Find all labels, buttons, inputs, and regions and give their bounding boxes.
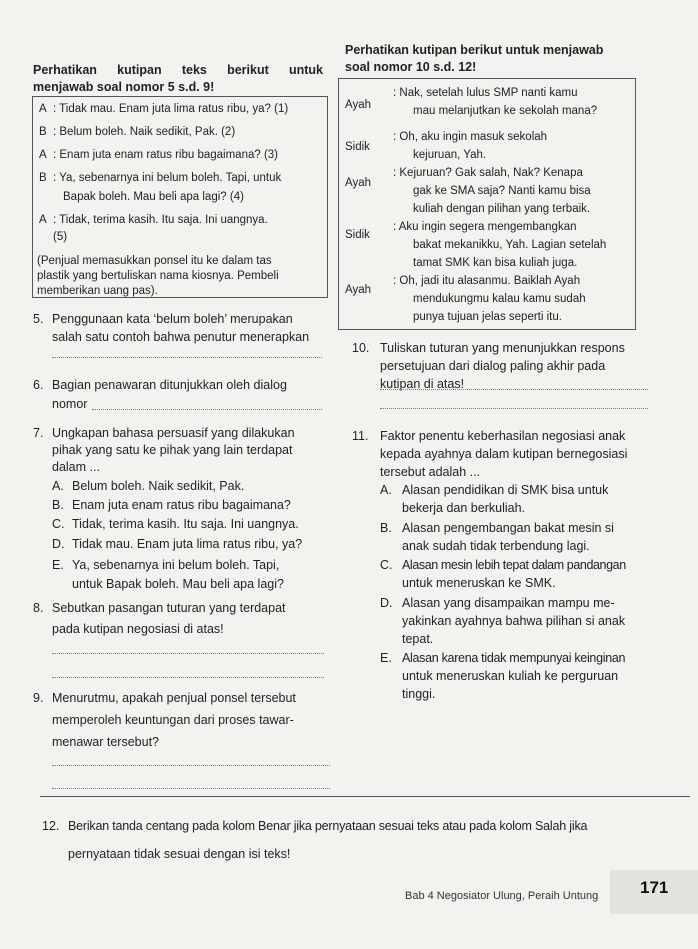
left-heading [33,62,323,96]
right-heading-line-1: Perhatikan kutipan berikut untuk menjawab [345,43,604,57]
option-text: Ya, sebenarnya ini belum boleh. Tapi, [72,558,280,572]
option-text: untuk meneruskan ke SMK. [402,576,556,590]
dialog-line: : Tidak, terima kasih. Itu saja. Ini uangnya. [53,214,268,226]
question-text: menawar tersebut? [52,735,160,749]
right-heading-line-2: soal nomor 10 s.d. 12! [345,60,477,74]
question-text: tersebut adalah ... [380,465,481,479]
answer-line[interactable] [52,356,322,358]
question-text: Menurutmu, apakah penjual ponsel tersebut [52,691,296,705]
option-text: untuk meneruskan kuliah ke perguruan [402,669,619,683]
option-label[interactable]: E. [52,558,64,572]
option-text: yakinkan ayahnya bahwa pilihan si anak [402,614,626,628]
question-number-7: 7. [33,426,44,440]
answer-line[interactable] [52,676,324,678]
section-divider [40,796,690,797]
dialog-line: punya tujuan jelas seperti itu. [413,311,562,323]
narration-line: (Penjual memasukkan ponsel itu ke dalam tas [37,255,272,267]
option-text: Enam juta enam ratus ribu bagaimana? [72,498,291,512]
speaker-label: B [39,126,47,138]
question-text: memperoleh keuntungan dari proses tawar- [52,713,294,727]
option-label[interactable]: D. [52,537,65,551]
question-number-5: 5. [33,312,44,326]
question-text: Tuliskan tuturan yang menunjukkan respons [380,341,625,355]
answer-line[interactable] [52,787,330,789]
option-text: Alasan pengembangan bakat mesin si [402,521,614,535]
speaker-label: B [39,172,47,184]
option-label[interactable]: A. [380,483,392,497]
option-text: Alasan pendidikan di SMK bisa untuk [402,483,609,497]
left-dialog-box [32,96,328,298]
dialog-line: : Kejuruan? Gak salah, Nak? Kenapa [393,167,583,179]
option-text: untuk Bapak boleh. Mau beli apa lagi? [72,577,284,591]
speaker-label: Sidik [345,141,370,153]
option-text: Tidak mau. Enam juta lima ratus ribu, ya? [72,537,303,551]
answer-line[interactable] [380,388,648,390]
option-text: Belum boleh. Naik sedikit, Pak. [72,479,245,493]
question-text: pada kutipan negosiasi di atas! [52,622,224,636]
speaker-label: Sidik [345,229,370,241]
dialog-line: (5) [53,231,68,243]
option-text: Alasan mesin lebih tepat dalam pandangan [402,558,626,572]
option-text: Alasan yang disampaikan mampu me- [402,596,615,610]
narration-line: memberikan uang pas). [37,285,158,297]
question-number-6: 6. [33,378,44,392]
dialog-line: tamat SMK kan bisa kuliah juga. [413,257,578,269]
narration-line: plastik yang bertuliskan nama kiosnya. Pembeli [37,270,279,282]
question-text: pihak yang satu ke pihak yang lain terdapat [52,443,293,457]
question-number-9: 9. [33,691,44,705]
question-text: pernyataan tidak sesuai dengan isi teks! [68,847,291,861]
chapter-footer: Bab 4 Negosiator Ulung, Peraih Untung [405,890,599,902]
dialog-line: mendukungmu kalau kamu sudah [413,293,586,305]
dialog-line: : Enam juta enam ratus ribu bagaimana? (3) [53,149,279,161]
option-label[interactable]: B. [380,521,392,535]
dialog-line: kejuruan, Yah. [413,149,487,161]
page-number: 171 [640,878,669,897]
question-text: kepada ayahnya dalam kutipan bernegosiasi [380,447,628,461]
dialog-line: bakat mekanikku, Yah. Lagian setelah [413,239,607,251]
dialog-line: : Nak, setelah lulus SMP nanti kamu [393,87,578,99]
option-text: Tidak, terima kasih. Itu saja. Ini uangnya. [72,517,299,531]
speaker-label: Ayah [345,99,372,111]
left-heading-line-1: Perhatikan kutipan teks berikut untuk [33,63,323,77]
dialog-line: Bapak boleh. Mau beli apa lagi? (4) [63,191,244,203]
dialog-line: mau melanjutkan ke sekolah mana? [413,105,598,117]
answer-line[interactable] [380,407,648,409]
dialog-line: : Ya, sebenarnya ini belum boleh. Tapi, untuk [53,172,282,184]
option-label[interactable]: D. [380,596,393,610]
option-label[interactable]: E. [380,651,392,665]
dialog-line: gak ke SMA saja? Nanti kamu bisa [413,185,591,197]
question-text: Penggunaan kata ‘belum boleh’ merupakan [52,312,293,326]
question-text: Ungkapan bahasa persuasif yang dilakukan [52,426,295,440]
option-label[interactable]: B. [52,498,64,512]
question-number-8: 8. [33,601,44,615]
right-dialog-box [338,78,636,330]
question-text: kutipan di atas! [380,377,465,391]
option-text: tepat. [402,632,434,646]
right-heading [345,42,645,76]
answer-line[interactable] [92,408,322,410]
option-text: bekerja dan berkuliah. [402,501,525,515]
speaker-label: A [39,103,47,115]
question-text: salah satu contoh bahwa penutur menerapkan [52,330,310,344]
speaker-label: A [39,214,47,226]
left-heading-line-2: menjawab soal nomor 5 s.d. 9! [33,80,215,94]
dialog-line: : Oh, aku ingin masuk sekolah [393,131,548,143]
answer-line[interactable] [52,764,330,766]
dialog-line: : Aku ingin segera mengembangkan [393,221,577,233]
dialog-line: : Belum boleh. Naik sedikit, Pak. (2) [53,126,236,138]
answer-line[interactable] [52,652,324,654]
question-text: dalam ... [52,460,100,474]
question-text: persetujuan dari dialog paling akhir pada [380,359,606,373]
question-text: Berikan tanda centang pada kolom Benar jika pernyataan sesuai teks atau pada kolom Salah jika [68,819,588,833]
question-text: Bagian penawaran ditunjukkan oleh dialog [52,378,287,392]
dialog-line: kuliah dengan pilihan yang terbaik. [413,203,591,215]
speaker-label: Ayah [345,284,372,296]
question-number-11: 11. [352,429,369,443]
option-text: tinggi. [402,687,436,701]
option-label[interactable]: C. [380,558,393,572]
question-text: nomor [52,397,88,411]
option-label[interactable]: C. [52,517,65,531]
question-number-10: 10. [352,341,370,355]
speaker-label: A [39,149,47,161]
question-text: Sebutkan pasangan tuturan yang terdapat [52,601,286,615]
dialog-line: : Tidak mau. Enam juta lima ratus ribu, ya? (1) [53,103,289,115]
question-number-12: 12. [42,819,60,833]
option-text: Alasan karena tidak mempunyai keinginan [402,651,626,665]
question-text: Faktor penentu keberhasilan negosiasi anak [380,429,626,443]
option-text: anak sudah tidak terbendung lagi. [402,539,590,553]
dialog-line: : Oh, jadi itu alasanmu. Baiklah Ayah [393,275,581,287]
option-label[interactable]: A. [52,479,64,493]
speaker-label: Ayah [345,177,372,189]
